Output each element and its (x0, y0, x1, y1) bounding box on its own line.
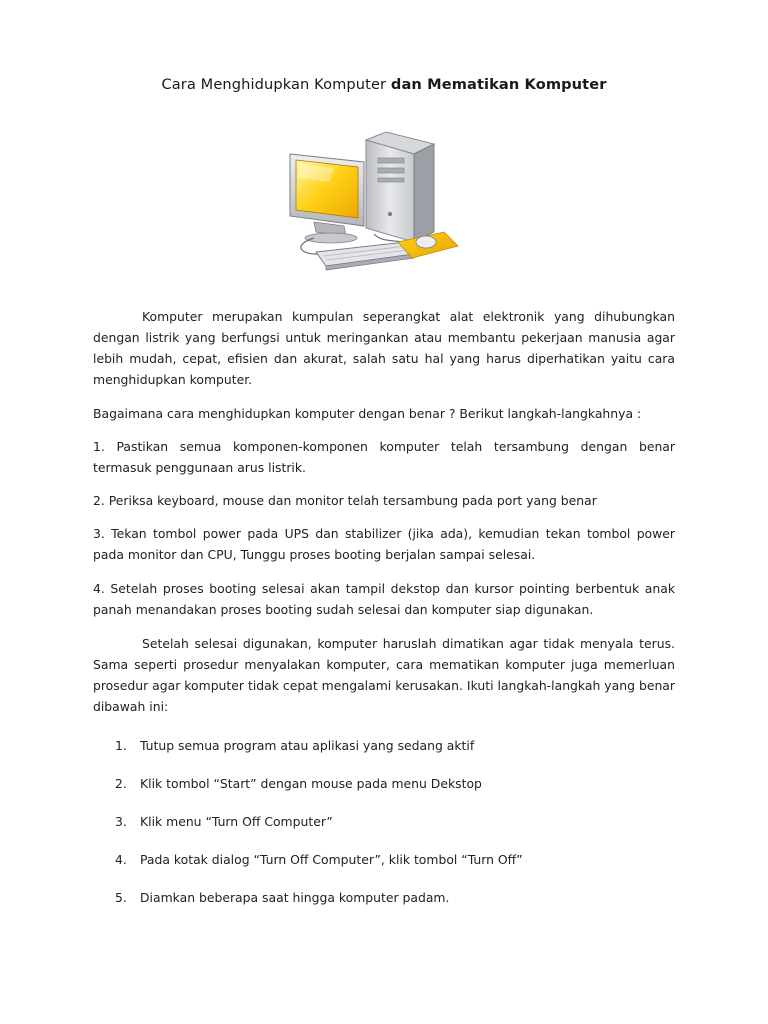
startup-step-4: 4. Setelah proses booting selesai akan tampil dekstop dan kursor pointing berbentuk anak panah menandakan proses booting sudah selesai dan komputer siap digunakan. (93, 581, 675, 617)
list-text: Tutup semua program atau aplikasi yang sedang aktif (140, 738, 475, 753)
list-text: Klik tombol “Start” dengan mouse pada menu Dekstop (140, 776, 482, 791)
list-text: Klik menu “Turn Off Computer” (140, 814, 333, 829)
startup-step-3: 3. Tekan tombol power pada UPS dan stabilizer (jika ada), kemudian tekan tombol power pada monitor dan CPU, Tunggu proses booting berjalan sampai selesai. (93, 526, 675, 562)
title-part-2: dan Mematikan Komputer (390, 76, 607, 93)
intro-paragraph: Komputer merupakan kumpulan seperangkat alat elektronik yang dihubungkan dengan listrik yang berfungsi untuk meringankan atau membantu pekerjaan manusia agar lebih mudah, cepat, efisien dan akurat, salah satu hal yang harus diperhatikan yaitu cara menghidupkan komputer. (93, 309, 675, 387)
list-text: Pada kotak dialog “Turn Off Computer”, klik tombol “Turn Off” (140, 852, 523, 867)
list-number: 4. (115, 852, 127, 867)
list-text: Diamkan beberapa saat hingga komputer padam. (140, 890, 450, 905)
startup-step-2: 2. Periksa keyboard, mouse dan monitor telah tersambung pada port yang benar (93, 493, 597, 508)
list-number: 3. (115, 814, 127, 829)
shutdown-intro-paragraph: Setelah selesai digunakan, komputer haruslah dimatikan agar tidak menyala terus. Sama seperti prosedur menyalakan komputer, cara mematikan komputer juga memerluan prosedur agar komputer tidak cepat mengalami kerusakan. Ikuti langkah-langkah yang benar dibawah ini: (93, 636, 675, 714)
list-item (93, 735, 675, 756)
list-item (93, 849, 675, 870)
list-item (93, 773, 675, 794)
desktop-computer-icon (274, 118, 470, 290)
computer-illustration (274, 118, 470, 290)
question-paragraph: Bagaimana cara menghidupkan komputer dengan benar ? Berikut langkah-langkahnya : (93, 406, 642, 421)
shutdown-steps-list (93, 735, 675, 925)
list-number: 2. (115, 776, 127, 791)
list-number: 5. (115, 890, 127, 905)
document-title (0, 76, 768, 93)
list-item (93, 887, 675, 908)
startup-step-1: 1. Pastikan semua komponen-komponen komputer telah tersambung dengan benar termasuk penggunaan arus listrik. (93, 439, 675, 475)
list-number: 1. (115, 738, 127, 753)
title-part-1: Cara Menghidupkan Komputer (161, 76, 387, 93)
list-item (93, 811, 675, 832)
